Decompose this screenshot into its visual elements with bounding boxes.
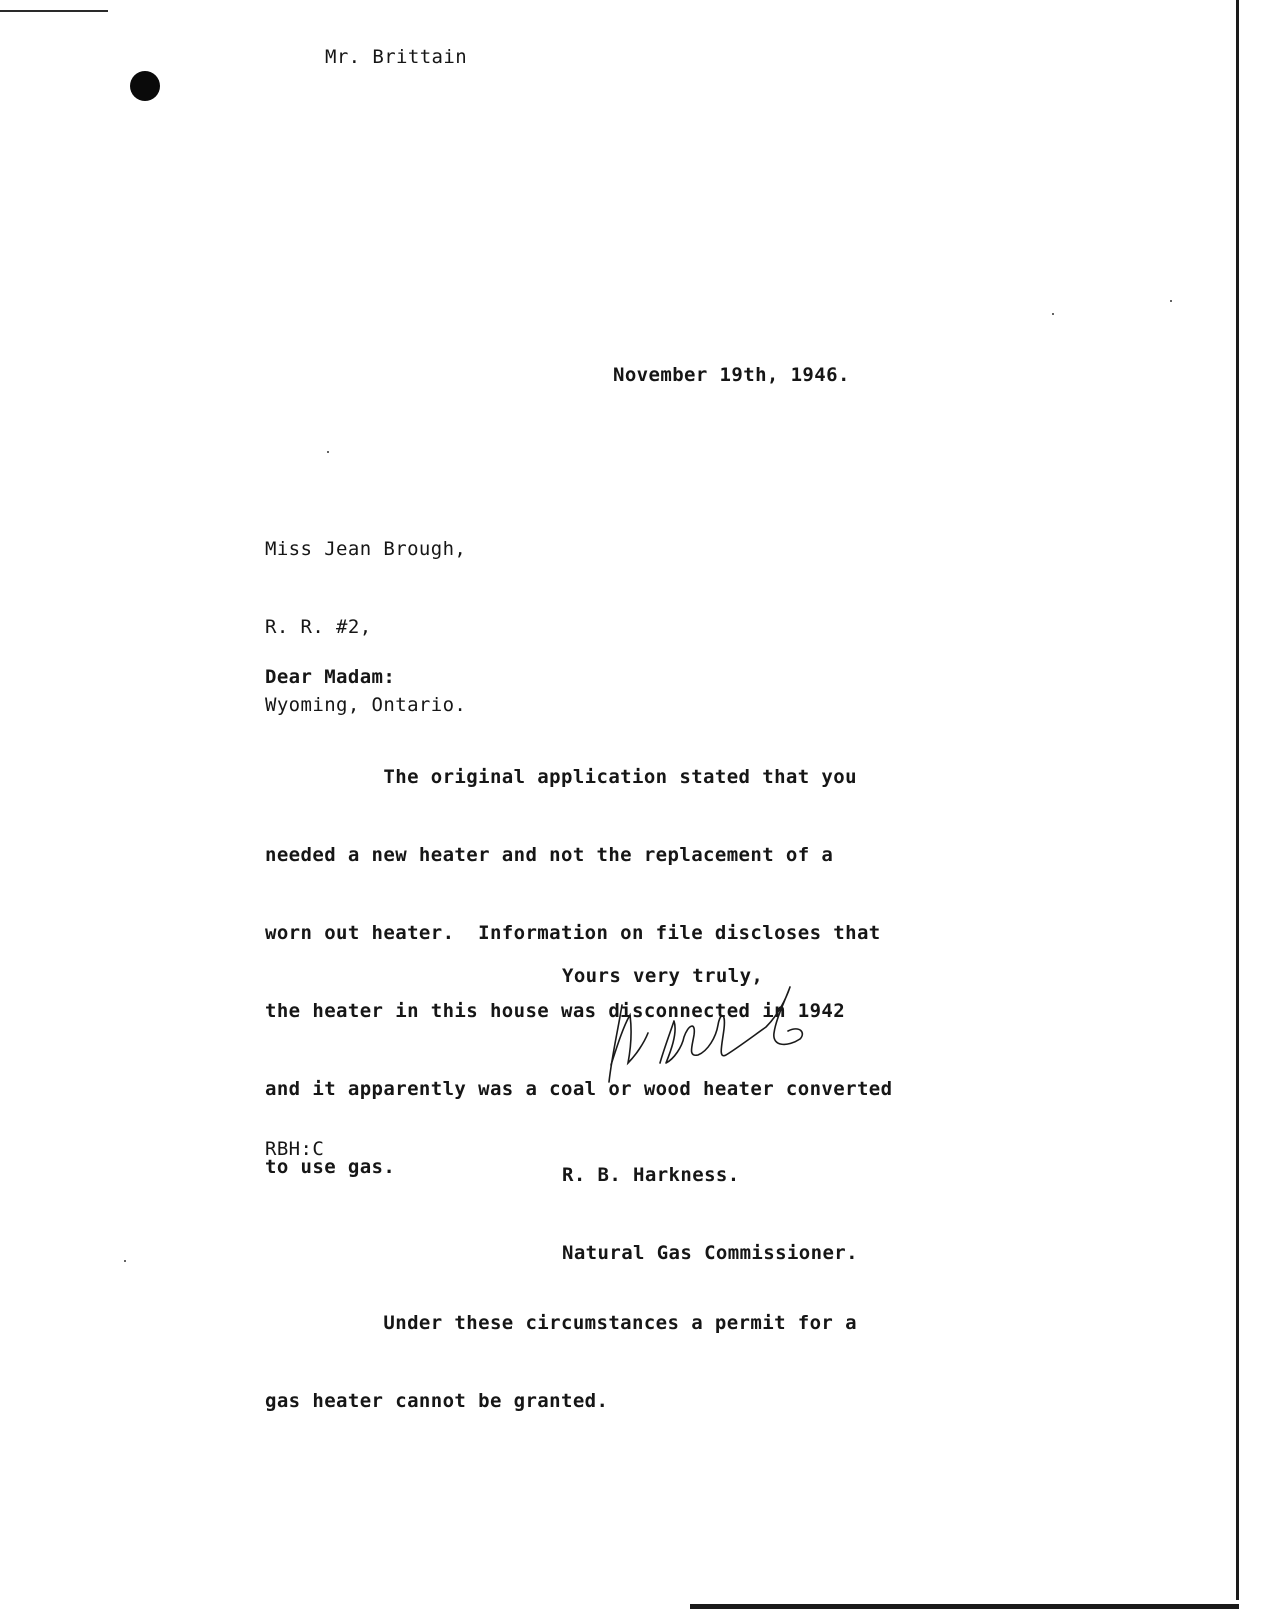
scan-speck [124, 1260, 126, 1262]
recipient-name: Miss Jean Brough, [265, 538, 467, 560]
body-line: worn out heater. Information on file discloses that [265, 922, 881, 944]
closing: Yours very truly, [562, 965, 764, 987]
body-line: gas heater cannot be granted. [265, 1390, 609, 1412]
scan-edge-top [0, 10, 108, 12]
body-line: and it apparently was a coal or wood heater converted [265, 1078, 893, 1100]
scan-edge-bottom [690, 1604, 1239, 1609]
punch-hole-icon [130, 71, 160, 101]
reference-initials: RBH:C [265, 1138, 325, 1160]
letter-date: November 19th, 1946. [613, 364, 850, 386]
body-line: Under these circumstances a permit for a [265, 1312, 857, 1334]
recipient-route: R. R. #2, [265, 616, 372, 638]
signatory-block [562, 1110, 858, 1318]
scan-speck [1170, 300, 1172, 302]
signatory-name: R. B. Harkness. [562, 1164, 740, 1186]
body-line: needed a new heater and not the replacement of a [265, 844, 834, 866]
scan-edge-right [1236, 0, 1239, 1600]
handwritten-signature [608, 985, 808, 1085]
salutation: Dear Madam: [265, 666, 396, 688]
scan-speck [1052, 313, 1054, 315]
scan-speck [327, 451, 329, 453]
recipient-place: Wyoming, Ontario. [265, 694, 467, 716]
body-line: The original application stated that you [265, 766, 857, 788]
signatory-title: Natural Gas Commissioner. [562, 1242, 858, 1264]
body-line: the heater in this house was disconnected in 1942 [265, 1000, 846, 1022]
cc-line: Mr. Brittain [325, 46, 468, 68]
letter-body [265, 712, 892, 1466]
body-line: to use gas. [265, 1156, 396, 1178]
